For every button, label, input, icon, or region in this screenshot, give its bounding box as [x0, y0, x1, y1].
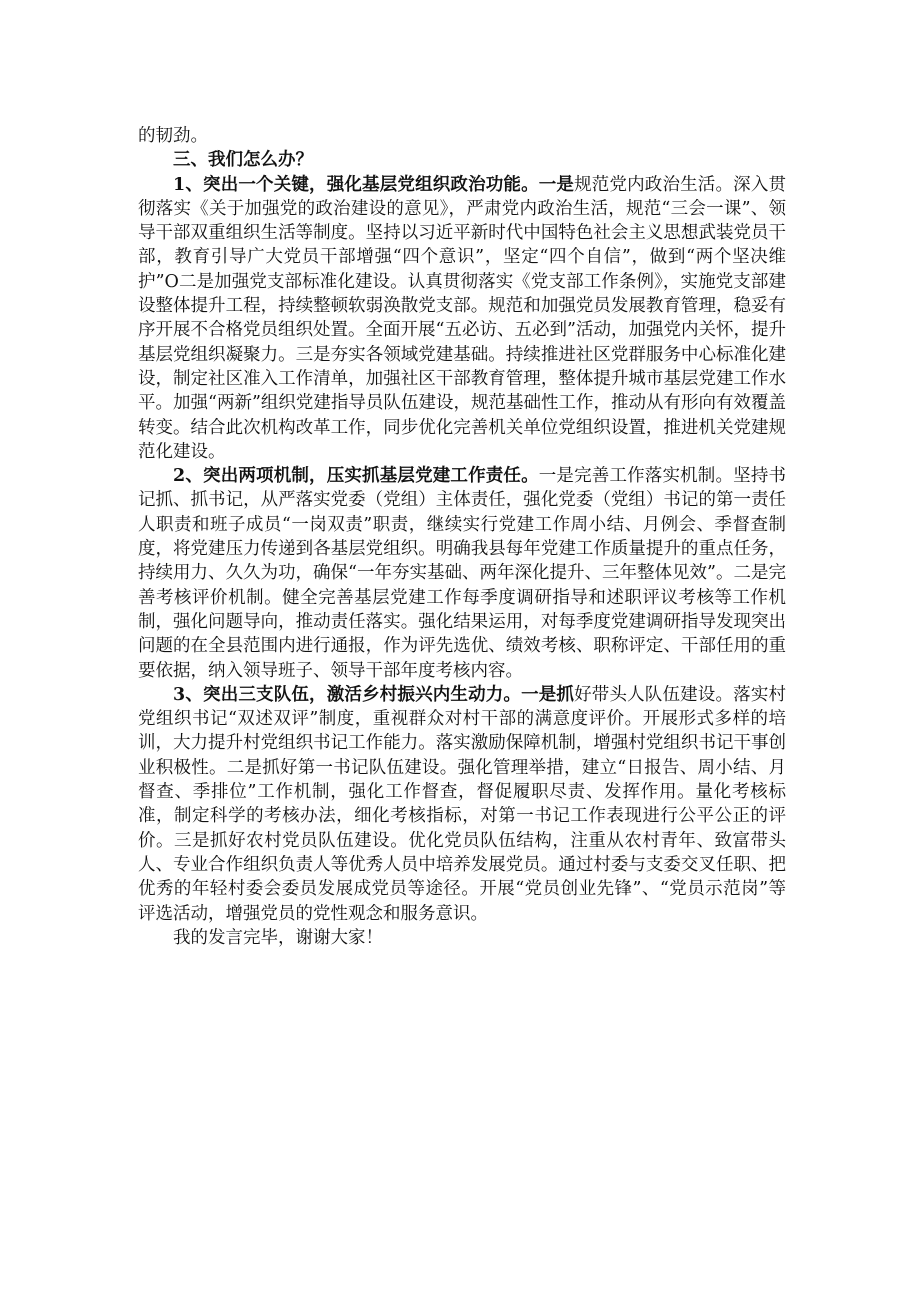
- section-1-paragraph: [138, 173, 786, 465]
- section-heading: 三、我们怎么办？: [173, 150, 313, 171]
- section-3-lead: 3、突出三支队伍，激活乡村振兴内生动力。一是抓: [173, 684, 575, 705]
- section-2-paragraph: [138, 464, 786, 683]
- section-1-body: 规范党内政治生活。深入贯彻落实《关于加强党的政治建设的意见》，严肃党内政治生活，规范“三会一课”、领导干部双重组织生活等制度。坚持以习近平新时代中国特色社会主义思想武装党员干部，教育引导广大党员干部增强“四个意识”，坚定“四个自信”，做到“两个坚决维护”O二是加强党支部标准化建设。认真贯彻落实《党支部工作条例》，实施党支部建设整体提升工程，持续整顿软弱涣散党支部。规范和加强党员发展教育管理，稳妥有序开展不合格党员组织处置。全面开展“五必访、五必到”活动，加强党内关怀，提升基层党组织凝聚力。三是夯实各领域党建基础。持续推进社区党群服务中心标准化建设，制定社区准入工作清单，加强社区干部教育管理，整体提升城市基层党建工作水平。加强“两新”组织党建指导员队伍建设，规范基础性工作，推动从有形向有效覆盖转变。结合此次机构改革工作，同步优化完善机关单位党组织设置，推进机关党建规范化建设。: [138, 174, 786, 462]
- section-2-body: 一是完善工作落实机制。坚持书记抓、抓书记，从严落实党委（党组）主体责任，强化党委（党组）书记的第一责任人职责和班子成员“一岗双责”职责，继续实行党建工作周小结、月例会、季督查制度，将党建压力传递到各基层党组织。明确我县每年党建工作质量提升的重点任务，持续用力、久久为功，确保“一年夯实基础、两年深化提升、三年整体见效”。二是完善考核评价机制。健全完善基层党建工作每季度调研指导和述职评议考核等工作机制，强化问题导向，推动责任落实。强化结果运用，对每季度党建调研指导发现突出问题的在全县范围内进行通报，作为评先选优、绩效考核、职称评定、干部任用的重要依据，纳入领导班子、领导干部年度考核内容。: [138, 466, 786, 681]
- closing-remark: 我的发言完毕，谢谢大家！: [173, 927, 383, 948]
- section-3-paragraph: [138, 683, 786, 926]
- section-3-body: 好带头人队伍建设。落实村党组织书记“双述双评”制度，重视群众对村干部的满意度评价。开展形式多样的培训，大力提升村党组织书记工作能力。落实激励保障机制，增强村党组织书记干事创业积极性。二是抓好第一书记队伍建设。强化管理举措，建立“日报告、周小结、月督查、季排位”工作机制，强化工作督查，督促履职尽责、发挥作用。量化考核标准，制定科学的考核办法，细化考核指标，对第一书记工作表现进行公平公正的评价。三是抓好农村党员队伍建设。优化党员队伍结构，注重从农村青年、致富带头人、专业合作组织负责人等优秀人员中培养发展党员。通过村委与支委交叉任职、把优秀的年轻村委会委员发展成党员等途径。开展“党员创业先锋”、“党员示范岗”等评选活动，增强党员的党性观念和服务意识。: [138, 684, 786, 924]
- continuation-text: 的韧劲。: [138, 126, 208, 146]
- section-2-lead: 2、突出两项机制，压实抓基层党建工作责任。: [173, 466, 539, 487]
- document-body: [138, 124, 786, 950]
- section-1-lead: 1、突出一个关键，强化基层党组织政治功能。一是: [173, 174, 575, 195]
